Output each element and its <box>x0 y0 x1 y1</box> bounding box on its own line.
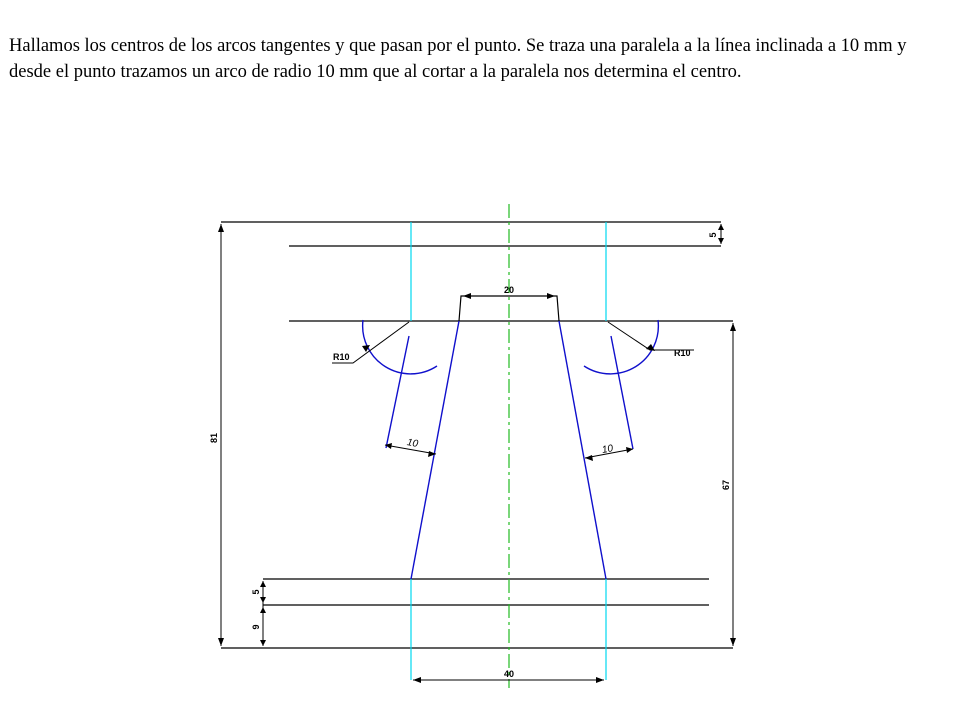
arrowhead <box>218 224 224 232</box>
instruction-text: Hallamos los centros de los arcos tangentes y que pasan por el punto. Se traza una paralela a la línea inclinada a 10 mm y desde el punto trazamos un arco de radio 10 mm que al cortar a la paralela nos determina el centro. <box>9 36 907 82</box>
arrowhead <box>585 455 593 461</box>
left-taper-line <box>411 321 459 579</box>
right-taper-line <box>559 321 606 579</box>
arrowhead <box>718 238 724 244</box>
arrowhead <box>413 677 421 683</box>
construction-lines <box>363 320 659 579</box>
arrowheads <box>218 224 736 683</box>
left-radius-label: R10 <box>333 352 350 362</box>
right-offset-label: 10 <box>601 443 614 456</box>
left-arc <box>363 320 437 374</box>
arrowhead <box>463 293 471 299</box>
arrowhead <box>260 607 266 613</box>
dim-total-height-label: 81 <box>209 432 219 444</box>
right-parallel-line <box>611 336 633 449</box>
dim-right-height-label: 67 <box>721 479 731 491</box>
arrowhead <box>626 447 633 453</box>
arrowhead <box>547 293 555 299</box>
dim-bottom-width-label: 40 <box>503 669 515 679</box>
dim-bottom-gap-lower-label: 9 <box>251 624 261 630</box>
left-parallel-line <box>386 336 409 448</box>
right-radius-label: R10 <box>674 348 691 358</box>
arrowhead <box>218 638 224 646</box>
dim-bottom-gap-upper-label: 5 <box>251 589 261 595</box>
left-offset-label: 10 <box>406 437 419 450</box>
dimension-labels <box>209 232 731 679</box>
dim-top-width-label: 20 <box>503 285 515 295</box>
arrowhead <box>730 638 736 646</box>
arrowhead <box>596 677 604 683</box>
right-arc <box>584 320 658 374</box>
arrowhead <box>730 323 736 331</box>
dimension-lines <box>221 224 733 680</box>
arrowhead <box>260 581 266 587</box>
arrowhead <box>260 640 266 646</box>
arrowhead <box>260 597 266 603</box>
arrowhead <box>718 224 724 230</box>
dim-top-gap-label: 5 <box>708 232 718 238</box>
outline-lines <box>221 222 733 648</box>
